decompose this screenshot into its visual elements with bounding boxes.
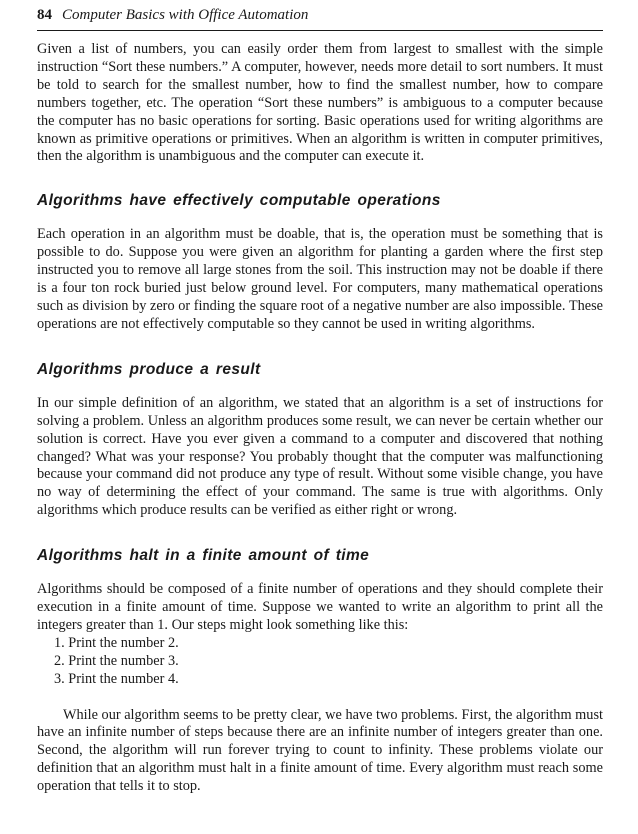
book-page [37,0,603,796]
heading-produce-result: Algorithms produce a result [37,360,261,378]
closing-paragraph: While our algorithm seems to be pretty clear, we have two problems. First, the algorithm must have an infinite number of steps because there are an infinite number of integers greater than one. Second, the algorithm will run forever trying to count to infinity. These problems violate our definition that an algorithm must halt in a finite amount of time. Every algorithm must reach some operation that tells it to stop. [37,706,603,795]
finite-paragraph: Algorithms should be composed of a finite number of operations and they should complete their execution in a finite amount of time. Suppose we wanted to write an algorithm to print all the integers greater than 1. Our steps might look something like this: [37,581,603,633]
result-paragraph: In our simple definition of an algorithm, we stated that an algorithm is a set of instructions for solving a problem. Unless an algorithm produces some result, we can never be certain whether our solution is correct. Have you ever given a command to a computer and discovered that nothing changed? What was your response? You probably thought that the computer was malfunctioning because your command did not produce any type of result. Without some visible change, you have no way of determining the effect of your command. The same is true with algorithms. Only algorithms which produce results can be verified as either right or wrong. [37,394,603,519]
list-item: 1. Print the number 2. [54,634,179,651]
computable-paragraph: Each operation in an algorithm must be doable, that is, the operation must be something that is possible to do. Suppose you were given an algorithm for planting a garden where the first step instructed you to remove all large stones from the soil. This instruction may not be doable if there is a four ton rock buried just below ground level. For computers, many mathematical operations such as division by zero or finding the square root of a negative number are also impossible. These operations are not effectively computable so they cannot be used in writing algorithms. [37,226,603,332]
list-item: 3. Print the number 4. [54,670,179,687]
list-item: 2. Print the number 3. [54,652,179,669]
heading-halt-finite-time: Algorithms halt in a finite amount of time [37,547,370,565]
page-number: 84 [37,7,52,23]
intro-paragraph: Given a list of numbers, you can easily order them from largest to smallest with the simple instruction “Sort these numbers.” A computer, however, needs more detail to sort numbers. It must be told to search for the smallest number, how to find the smallest number, how to compare numbers together, etc. The operation “Sort these numbers” is ambiguous to a computer because the computer has no basic operations for sorting. Basic operations used for writing algorithms are known as primitive operations or primitives. When an algorithm is written in computer primitives, then the algorithm is unambiguous and the computer can execute it. [37,41,603,165]
algorithm-steps-list [37,635,603,689]
heading-computable-operations: Algorithms have effectively computable operations [37,192,441,210]
running-header [37,4,603,31]
book-title: Computer Basics with Office Automation [62,7,309,23]
